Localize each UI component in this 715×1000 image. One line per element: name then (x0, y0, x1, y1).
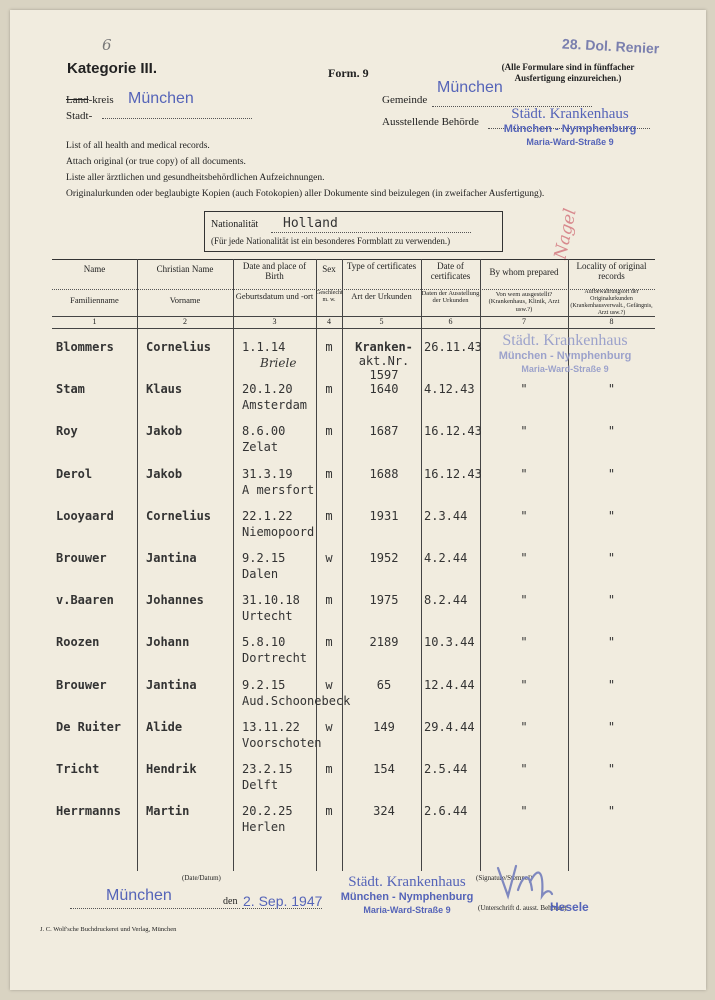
form-note (478, 62, 658, 85)
gemeinde-stamp: München (437, 79, 503, 96)
kreis-suffix: -kreis (88, 94, 114, 106)
col-header-de: Familienname (70, 295, 119, 305)
cell-by: " (520, 551, 528, 565)
stamp-number: 28. Dol. Renier (561, 35, 660, 57)
cell-first: Cornelius (146, 340, 212, 354)
cell-birthplace: Zelat (242, 440, 279, 455)
cell-name: Roy (56, 424, 78, 439)
col-header-de: Geburtsdatum und -ort (235, 291, 314, 301)
cell-sex: m (325, 762, 333, 776)
cell-loc: " (607, 508, 616, 523)
cell-name: Derol (56, 466, 93, 481)
col-number: 1 (92, 317, 97, 326)
cell-loc: " (607, 677, 616, 692)
cell-first: Jakob (146, 424, 183, 439)
cell-date: 9.2.15 (242, 551, 286, 565)
cell-birthplace: Voorschoten (242, 735, 322, 750)
printer-imprint: J. C. Wolf'sche Buchdruckerei und Verlag, München (40, 926, 177, 933)
cell-sex: m (325, 340, 333, 354)
cell-name: Herrmanns (56, 804, 122, 819)
pen-mark: Nagel (550, 206, 581, 262)
cell-type-continued: akt.Nr. (358, 354, 410, 368)
nationality-note: (Für jede Nationalität ist ein besonderes Formblatt zu verwenden.) (211, 236, 451, 246)
form-note-line-2: Ausfertigung einzureichen.) (514, 73, 622, 84)
cell-cert: 8.2.44 (424, 593, 468, 608)
instructions (66, 138, 544, 202)
cell-birthplace: Dalen (242, 567, 279, 581)
cell-loc: " (607, 382, 616, 397)
kategorie-heading: Kategorie III. (67, 60, 158, 77)
cell-name: Looyaard (56, 508, 114, 523)
col-number: 3 (272, 317, 277, 326)
place-line (70, 908, 240, 909)
cell-name: Stam (56, 382, 85, 397)
cell-loc: " (607, 804, 616, 819)
signature-label: (Signature/Stempel) (476, 874, 533, 882)
cell-cert: 10.3.44 (424, 635, 475, 650)
behoerde-stamp-line-2: München - Nymphenburg (503, 123, 637, 135)
col-header-de: Daten der Ausstellung der Urkunden (421, 290, 480, 305)
footer-place: München (106, 887, 172, 904)
table-number-rule (52, 328, 655, 329)
cell-birthplace: Amsterdam (242, 398, 308, 413)
cell-by: " (520, 593, 528, 608)
col-header-de: Aufbewahrungsort der Originalurkunden (Krankenhausverwalt., Gefängnis, Arzt usw.?) (570, 289, 653, 316)
cell-date: 5.8.10 (242, 635, 286, 650)
cell-cert: 4.12.43 (424, 382, 475, 397)
col-header-en: Name (83, 264, 106, 274)
instruction-line: Originalurkunden oder beglaubigte Kopien (auch Fotokopien) aller Dokumente sind beizulegen (in zweifacher Ausfertigung). (66, 189, 545, 199)
handwritten-signature-mark (494, 860, 554, 910)
instruction-line: Liste aller ärztlichen und gesundheitsbehördlichen Aufzeichnungen. (66, 173, 325, 183)
footer-stamp-line-1: Städt. Krankenhaus (348, 874, 466, 890)
behoerde-stamp-line-3: Maria-Ward-Straße 9 (526, 137, 614, 147)
cell-cert: 2.5.44 (424, 762, 468, 776)
nationality-line (271, 232, 471, 233)
cell-by: " (520, 382, 528, 397)
col-number: 4 (327, 317, 331, 326)
cell-by: " (520, 719, 528, 734)
behoerde-label: Ausstellende Behörde (382, 116, 479, 128)
cell-first: Jantina (146, 677, 197, 692)
form-page (10, 10, 706, 990)
cell-name: De Ruiter (56, 719, 122, 734)
cell-sex: w (325, 551, 333, 565)
gemeinde-label: Gemeinde (382, 94, 428, 106)
cell-first: Johann (146, 635, 190, 650)
cell-date: 20.1.20 (242, 382, 293, 397)
cell-birthplace: Herlen (242, 820, 286, 835)
col-header-en: By whom prepared (489, 267, 559, 277)
cell-first: Johannes (146, 593, 204, 608)
cell-birthplace: Briele (260, 356, 297, 370)
row-stamp-line-2: München - Nymphenburg (498, 350, 632, 362)
cell-by: " (520, 762, 528, 776)
table-top-rule (52, 259, 655, 260)
cell-cert: 29.4.44 (424, 719, 475, 734)
cell-date: 20.2.25 (242, 804, 293, 819)
cell-by: " (520, 677, 528, 692)
cell-first: Hendrik (146, 762, 197, 776)
cell-date: 8.6.00 (242, 424, 286, 439)
cell-type: 65 (376, 677, 392, 692)
cell-type: 149 (373, 719, 395, 734)
signature-name: Hesele (550, 900, 589, 914)
cell-birthplace: Dortrecht (242, 651, 308, 666)
cell-type: 324 (373, 804, 395, 819)
signature-sublabel: (Unterschrift d. ausst. Behörde) (478, 904, 567, 912)
cell-sex: m (325, 382, 333, 397)
cell-name: Brouwer (56, 677, 107, 692)
cell-loc: " (607, 593, 616, 608)
cell-type: 1688 (369, 466, 399, 481)
cell-by: " (520, 466, 528, 481)
cell-sex: m (325, 593, 333, 608)
row-stamp-line-3: Maria-Ward-Straße 9 (521, 364, 609, 374)
col-number: 6 (448, 317, 453, 326)
date-label: (Date/Datum) (182, 874, 221, 882)
cell-birthplace: Aud.Schoonebeck (242, 693, 351, 708)
cell-sex: m (325, 635, 333, 650)
cell-date: 31.3.19 (242, 466, 293, 481)
cell-cert: 2.6.44 (424, 804, 468, 819)
cell-cert: 26.11.43 (424, 340, 482, 354)
cell-cert: 2.3.44 (424, 508, 468, 523)
cell-sex: w (325, 719, 333, 734)
col-number: 8 (609, 317, 614, 326)
cell-sex: m (325, 804, 333, 819)
cell-sex: m (325, 424, 333, 439)
cell-name: Tricht (56, 762, 100, 776)
row-stamp-line-1: Städt. Krankenhaus (502, 332, 628, 349)
form-number: Form. 9 (328, 66, 369, 80)
cell-date: 9.2.15 (242, 677, 286, 692)
cell-first: Jakob (146, 466, 183, 481)
cell-cert: 12.4.44 (424, 677, 475, 692)
cell-name: Blommers (56, 340, 114, 354)
nationality-label: Nationalität (211, 219, 259, 230)
cell-type: 1640 (369, 382, 399, 397)
cell-loc: " (607, 466, 616, 481)
col-header-de: Von wem ausgestellt? (Krankenhaus, Klinik, Arzt usw.?) (488, 291, 560, 313)
col-header-en: Date of certificates (430, 261, 471, 282)
cell-loc: " (607, 551, 616, 565)
cell-first: Jantina (146, 551, 197, 565)
col-header-de: Vorname (169, 295, 201, 305)
form-note-line-1: (Alle Formulare sind in fünffacher (501, 62, 635, 72)
col-header-en: Date and place of Birth (242, 261, 307, 282)
cell-cert: 16.12.43 (424, 466, 482, 481)
kreis-stamp: München (128, 90, 194, 107)
cell-first: Klaus (146, 382, 183, 397)
cell-type-continued: 1597 (369, 368, 399, 382)
row-stamp (480, 332, 650, 374)
cell-name: Brouwer (56, 551, 107, 565)
cell-cert: 4.2.44 (424, 551, 468, 565)
cell-by: " (520, 635, 528, 650)
cell-by: " (520, 424, 528, 439)
cell-sex: w (325, 677, 333, 692)
column-rule (342, 259, 343, 871)
cell-sex: m (325, 508, 333, 523)
cell-loc: " (607, 762, 616, 776)
footer-stamp-line-3: Maria-Ward-Straße 9 (363, 905, 451, 915)
cell-loc: " (607, 424, 616, 439)
kreis-struck-word: Land (66, 94, 89, 106)
col-number: 7 (522, 317, 526, 326)
footer-den: den (223, 896, 238, 907)
footer-date: 2. Sep. 1947 (243, 893, 323, 909)
stadt-label: Stadt- (66, 110, 93, 122)
cell-name: Roozen (56, 635, 100, 650)
col-number: 2 (183, 317, 187, 326)
col-number: 5 (379, 317, 384, 326)
cell-birthplace: Urtecht (242, 609, 293, 624)
col-header-en: Locality of original records (576, 261, 647, 282)
cell-first: Martin (146, 804, 190, 819)
cell-birthplace: Delft (242, 778, 279, 792)
instruction-line: Attach original (or true copy) of all documents. (66, 157, 246, 167)
col-header-de: Geschlecht m. w. (316, 290, 343, 303)
cell-date: 1.1.14 (242, 340, 286, 354)
footer-stamp-line-2: München - Nymphenburg (340, 891, 474, 903)
cell-date: 23.2.15 (242, 762, 293, 776)
cell-date: 22.1.22 (242, 508, 293, 523)
cell-by: " (520, 508, 528, 523)
col-header-en: Christian Name (156, 264, 214, 274)
cell-type: Kranken- (355, 340, 413, 354)
cell-loc: " (607, 719, 616, 734)
cell-birthplace: A mersfort (242, 482, 315, 497)
instruction-line: List of all health and medical records. (66, 141, 210, 151)
cell-sex: m (325, 466, 333, 481)
cell-type: 1931 (369, 508, 399, 523)
nationality-value: Holland (283, 216, 338, 231)
cell-date: 31.10.18 (242, 593, 300, 608)
nationality-box (204, 211, 503, 252)
cell-cert: 16.12.43 (424, 424, 482, 439)
cell-by: " (520, 804, 528, 819)
cell-birthplace: Niemopoord (242, 524, 315, 539)
footer-stamp (322, 874, 492, 915)
cell-type: 1687 (369, 424, 399, 439)
kreis-label (66, 94, 114, 106)
cell-name: v.Baaren (56, 593, 114, 608)
col-header-en: Sex (322, 264, 336, 274)
cell-type: 154 (373, 762, 395, 776)
behoerde-stamp-line-1: Städt. Krankenhaus (511, 106, 629, 122)
page-number: 6 (102, 36, 112, 54)
col-header-de: Art der Urkunden (351, 291, 412, 301)
cell-type: 2189 (369, 635, 399, 650)
table-header-divider (52, 289, 655, 290)
col-header-en: Type of certificates (346, 261, 417, 271)
cell-first: Cornelius (146, 508, 212, 523)
cell-date: 13.11.22 (242, 719, 300, 734)
cell-loc: " (607, 635, 616, 650)
cell-first: Alide (146, 719, 183, 734)
cell-type: 1952 (369, 551, 399, 565)
kreis-line (102, 118, 252, 119)
cell-type: 1975 (369, 593, 399, 608)
